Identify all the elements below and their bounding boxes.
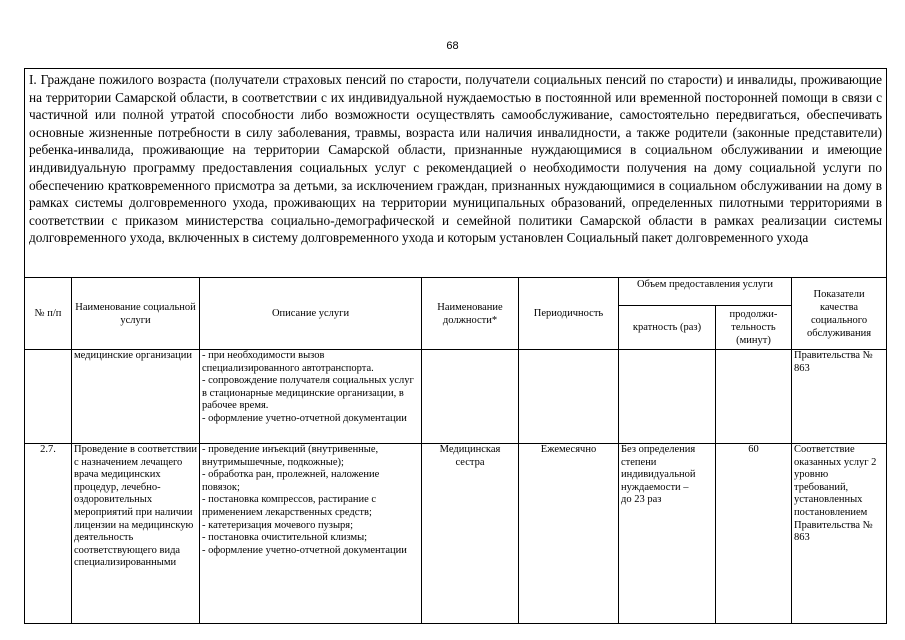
cell-periodicity bbox=[519, 350, 619, 444]
table-row bbox=[25, 350, 887, 444]
cell-periodicity: Ежемесячно bbox=[519, 444, 619, 624]
page-number: 68 bbox=[446, 40, 459, 52]
cell-duration bbox=[716, 350, 792, 444]
table-row bbox=[25, 444, 887, 624]
cell-quality: Соответствие оказанных услуг 2 уровню требований, установленных постановлением Правительства № 863 bbox=[792, 444, 887, 624]
header-quality: Показатели качества социального обслуживания bbox=[792, 278, 887, 350]
cell-position: Медицинская сестра bbox=[422, 444, 519, 624]
header-description: Описание услуги bbox=[200, 278, 422, 350]
cell-position bbox=[422, 350, 519, 444]
services-table bbox=[24, 68, 887, 624]
cell-description: - проведение инъекций (внутривенные, внутримышечные, подкожные); - обработка ран, пролежней, наложение повязок; - постановка компрессов, растирание с применением лекарственных средств; - катетеризация мочевого пузыря; - постановка очистительной клизмы; - оформление учетно-отчетной документации bbox=[200, 444, 422, 624]
cell-frequency: Без определения степени индивидуальной нуждаемости – до 23 раз bbox=[619, 444, 716, 624]
cell-duration: 60 bbox=[716, 444, 792, 624]
header-volume: Объем предоставления услуги bbox=[619, 278, 792, 306]
cell-service-name: Проведение в соответствии с назначением лечащего врача медицинских процедур, лечебно-оздоровительных мероприятий при наличии лицензии на медицинскую деятельность соответствующего вида специализированными bbox=[72, 444, 200, 624]
cell-num: 2.7. bbox=[25, 444, 72, 624]
header-duration: продолжи-тельность (минут) bbox=[716, 306, 792, 350]
cell-description: - при необходимости вызов специализированного автотранспорта. - сопровождение получателя социальных услуг в стационарные медицинские организации, в рабочее время. - оформление учетно-отчетной документации bbox=[200, 350, 422, 444]
header-frequency: кратность (раз) bbox=[619, 306, 716, 350]
cell-frequency bbox=[619, 350, 716, 444]
cell-service-name: медицинские организации bbox=[72, 350, 200, 444]
section-intro: I. Граждане пожилого возраста (получатели страховых пенсий по старости, получатели социальных пенсий по старости) и инвалиды, проживающие на территории Самарской области, в соответствии с их индивидуальной нуждаемостью в постоянной или временной посторонней помощи в связи с частичной или полной утратой способности либо возможности осуществлять самообслуживание, самостоятельно передвигаться, обеспечивать основные жизненные потребности в силу заболевания, травмы, возраста или наличия инвалидности, а также родители (законные представители) ребенка-инвалида, проживающие на территории Самарской области, признанные нуждающимися в социальном обслуживании и имеющие индивидуальную программу предоставления социальных услуг с рекомендацией о необходимости получения на дому социальной услуги по обеспечению кратковременного присмотра за детьми, за исключением граждан, признанных нуждающимися в социальном обслуживании на дому в рамках системы долговременного ухода, проживающих на территории муниципальных образований, определенных пилотными территориями в соответствии с приказом министерства социально-демографической и семейной политики Самарской области в рамках реализации системы долговременного ухода, включенных в систему долговременного ухода и которым установлен Социальный пакет долговременного ухода bbox=[25, 69, 887, 278]
header-num: № п/п bbox=[25, 278, 72, 350]
cell-num bbox=[25, 350, 72, 444]
header-periodicity: Периодичность bbox=[519, 278, 619, 350]
header-service-name: Наименование социальной услуги bbox=[72, 278, 200, 350]
cell-quality: Правительства № 863 bbox=[792, 350, 887, 444]
header-position: Наименование должности* bbox=[422, 278, 519, 350]
